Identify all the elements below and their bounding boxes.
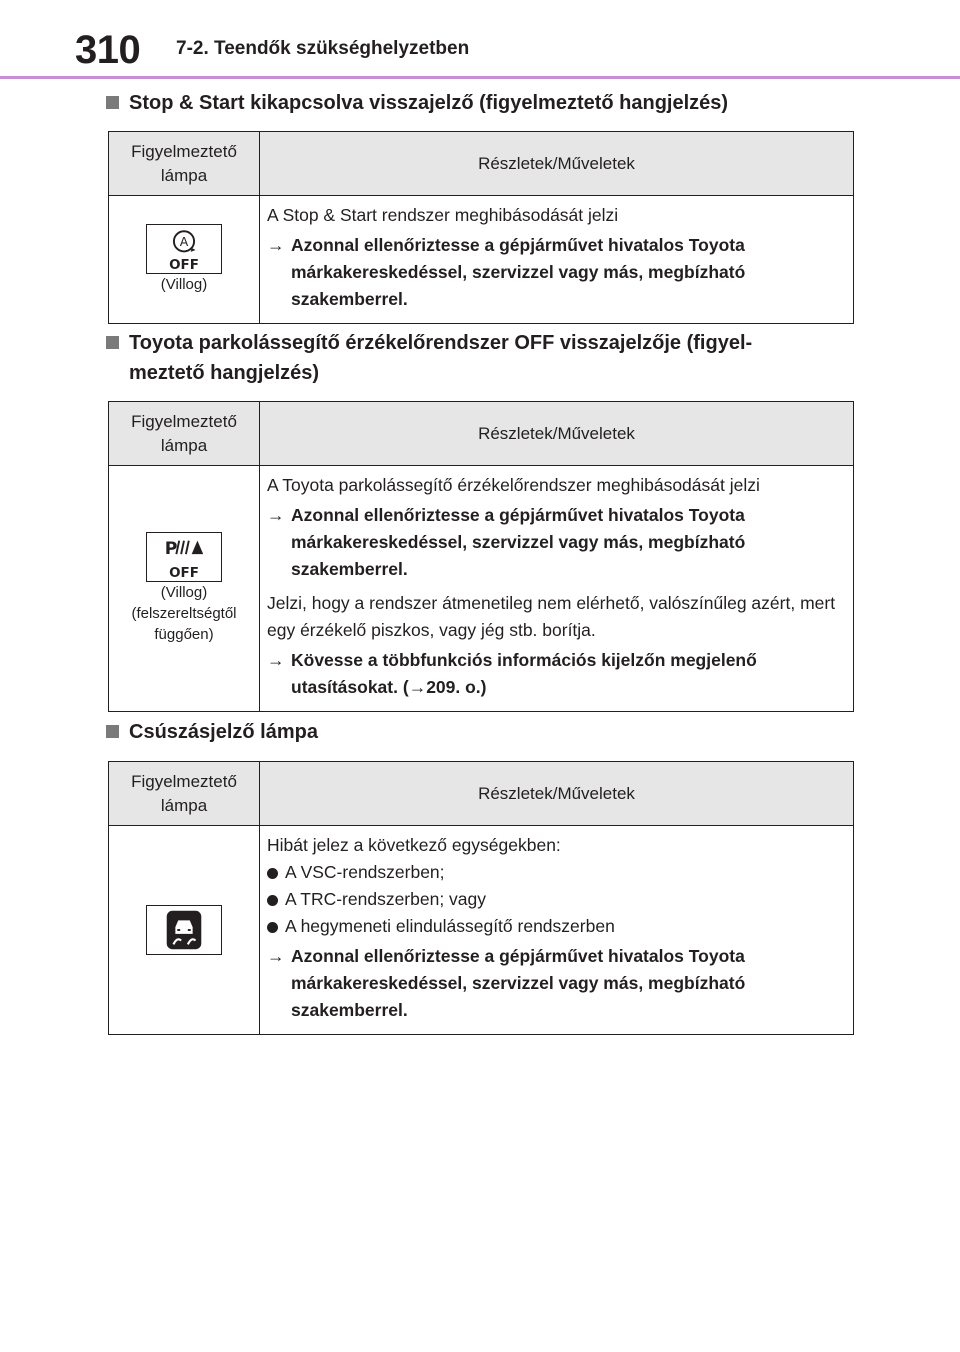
list-item: A TRC-rendszerben; vagy	[267, 886, 843, 913]
detail-text: A Stop & Start rendszer meghibásodását jelzi	[267, 205, 619, 225]
section-title-stop-start: Stop & Start kikapcsolva visszajelző (figyelmeztető hangjelzés)	[106, 88, 846, 118]
arrow-icon: →	[267, 505, 285, 525]
header-details: Részletek/Műveletek	[260, 762, 854, 826]
section-title-parking-sensor: Toyota parkolássegítő érzékelőrendszer OFF visszajelzője (figyel- meztető hangjelzés)	[106, 328, 846, 388]
header-lamp: Figyelmeztető lámpa	[109, 402, 260, 466]
arrow-icon: →	[408, 677, 427, 697]
warning-table-stop-start	[108, 131, 854, 324]
detail-text: A Toyota parkolássegítő érzékelőrendszer meghibásodását jelzi	[267, 475, 760, 495]
header-lamp: Figyelmeztető lámpa	[109, 762, 260, 826]
lamp-note: (felszereltségtől függően)	[131, 605, 237, 643]
section-square-icon	[106, 336, 119, 349]
warning-table-parking-sensor	[108, 401, 854, 712]
parking-sensor-off-icon	[146, 532, 222, 582]
action-text: → Azonnal ellenőriztesse a gépjárművet hivatalos Toyota márkakereskedéssel, szervizzel vagy más, megbízható szakemberrel.	[267, 502, 843, 583]
section-square-icon	[106, 96, 119, 109]
action-text: → Azonnal ellenőriztesse a gépjárművet hivatalos Toyota márkakereskedéssel, szervizzel vagy más, megbízható szakemberrel.	[267, 943, 843, 1024]
lamp-cell	[109, 466, 260, 712]
slip-indicator-icon	[146, 905, 222, 955]
action-text: → Kövesse a többfunkciós információs kijelzőn megjelenő utasításokat. (→209. o.)	[267, 647, 843, 701]
list-item: A VSC-rendszerben;	[267, 859, 843, 886]
header-rule	[0, 76, 960, 79]
page-number: 310	[75, 28, 141, 72]
svg-text:OFF: OFF	[169, 258, 199, 274]
detail-text: Jelzi, hogy a rendszer átmenetileg nem elérhető, valószínűleg azért, mert egy érzékelő piszkos, vagy jég stb. borítja.	[267, 593, 836, 640]
lamp-note: (Villog)	[160, 584, 208, 601]
svg-text:P: P	[164, 539, 178, 560]
bullet-icon	[267, 895, 278, 906]
stop-start-off-icon	[146, 224, 222, 274]
detail-cell	[260, 196, 854, 324]
section-square-icon	[106, 725, 119, 738]
arrow-icon: →	[267, 235, 285, 255]
list-item: A hegymeneti elindulássegítő rendszerben	[267, 913, 843, 940]
arrow-icon: →	[267, 650, 285, 670]
detail-cell	[260, 826, 854, 1035]
bullet-icon	[267, 868, 278, 879]
lamp-cell	[109, 826, 260, 1035]
bullet-icon	[267, 922, 278, 933]
arrow-icon: →	[267, 946, 285, 966]
chapter-title: 7-2. Teendők szükséghelyzetben	[176, 38, 470, 59]
header-details: Részletek/Műveletek	[260, 132, 854, 196]
detail-cell	[260, 466, 854, 712]
warning-table-slip-indicator	[108, 761, 854, 1035]
page-header	[0, 0, 960, 80]
detail-text: Hibát jelez a következő egységekben:	[267, 835, 561, 855]
action-text: → Azonnal ellenőriztesse a gépjárművet hivatalos Toyota márkakereskedéssel, szervizzel vagy más, megbízható szakemberrel.	[267, 232, 843, 313]
header-lamp: Figyelmeztető lámpa	[109, 132, 260, 196]
svg-text:OFF: OFF	[169, 566, 199, 582]
section-title-slip-indicator: Csúszásjelző lámpa	[106, 717, 846, 747]
header-details: Részletek/Műveletek	[260, 402, 854, 466]
svg-text:A: A	[179, 234, 189, 250]
lamp-note: (Villog)	[160, 276, 208, 293]
lamp-cell	[109, 196, 260, 324]
